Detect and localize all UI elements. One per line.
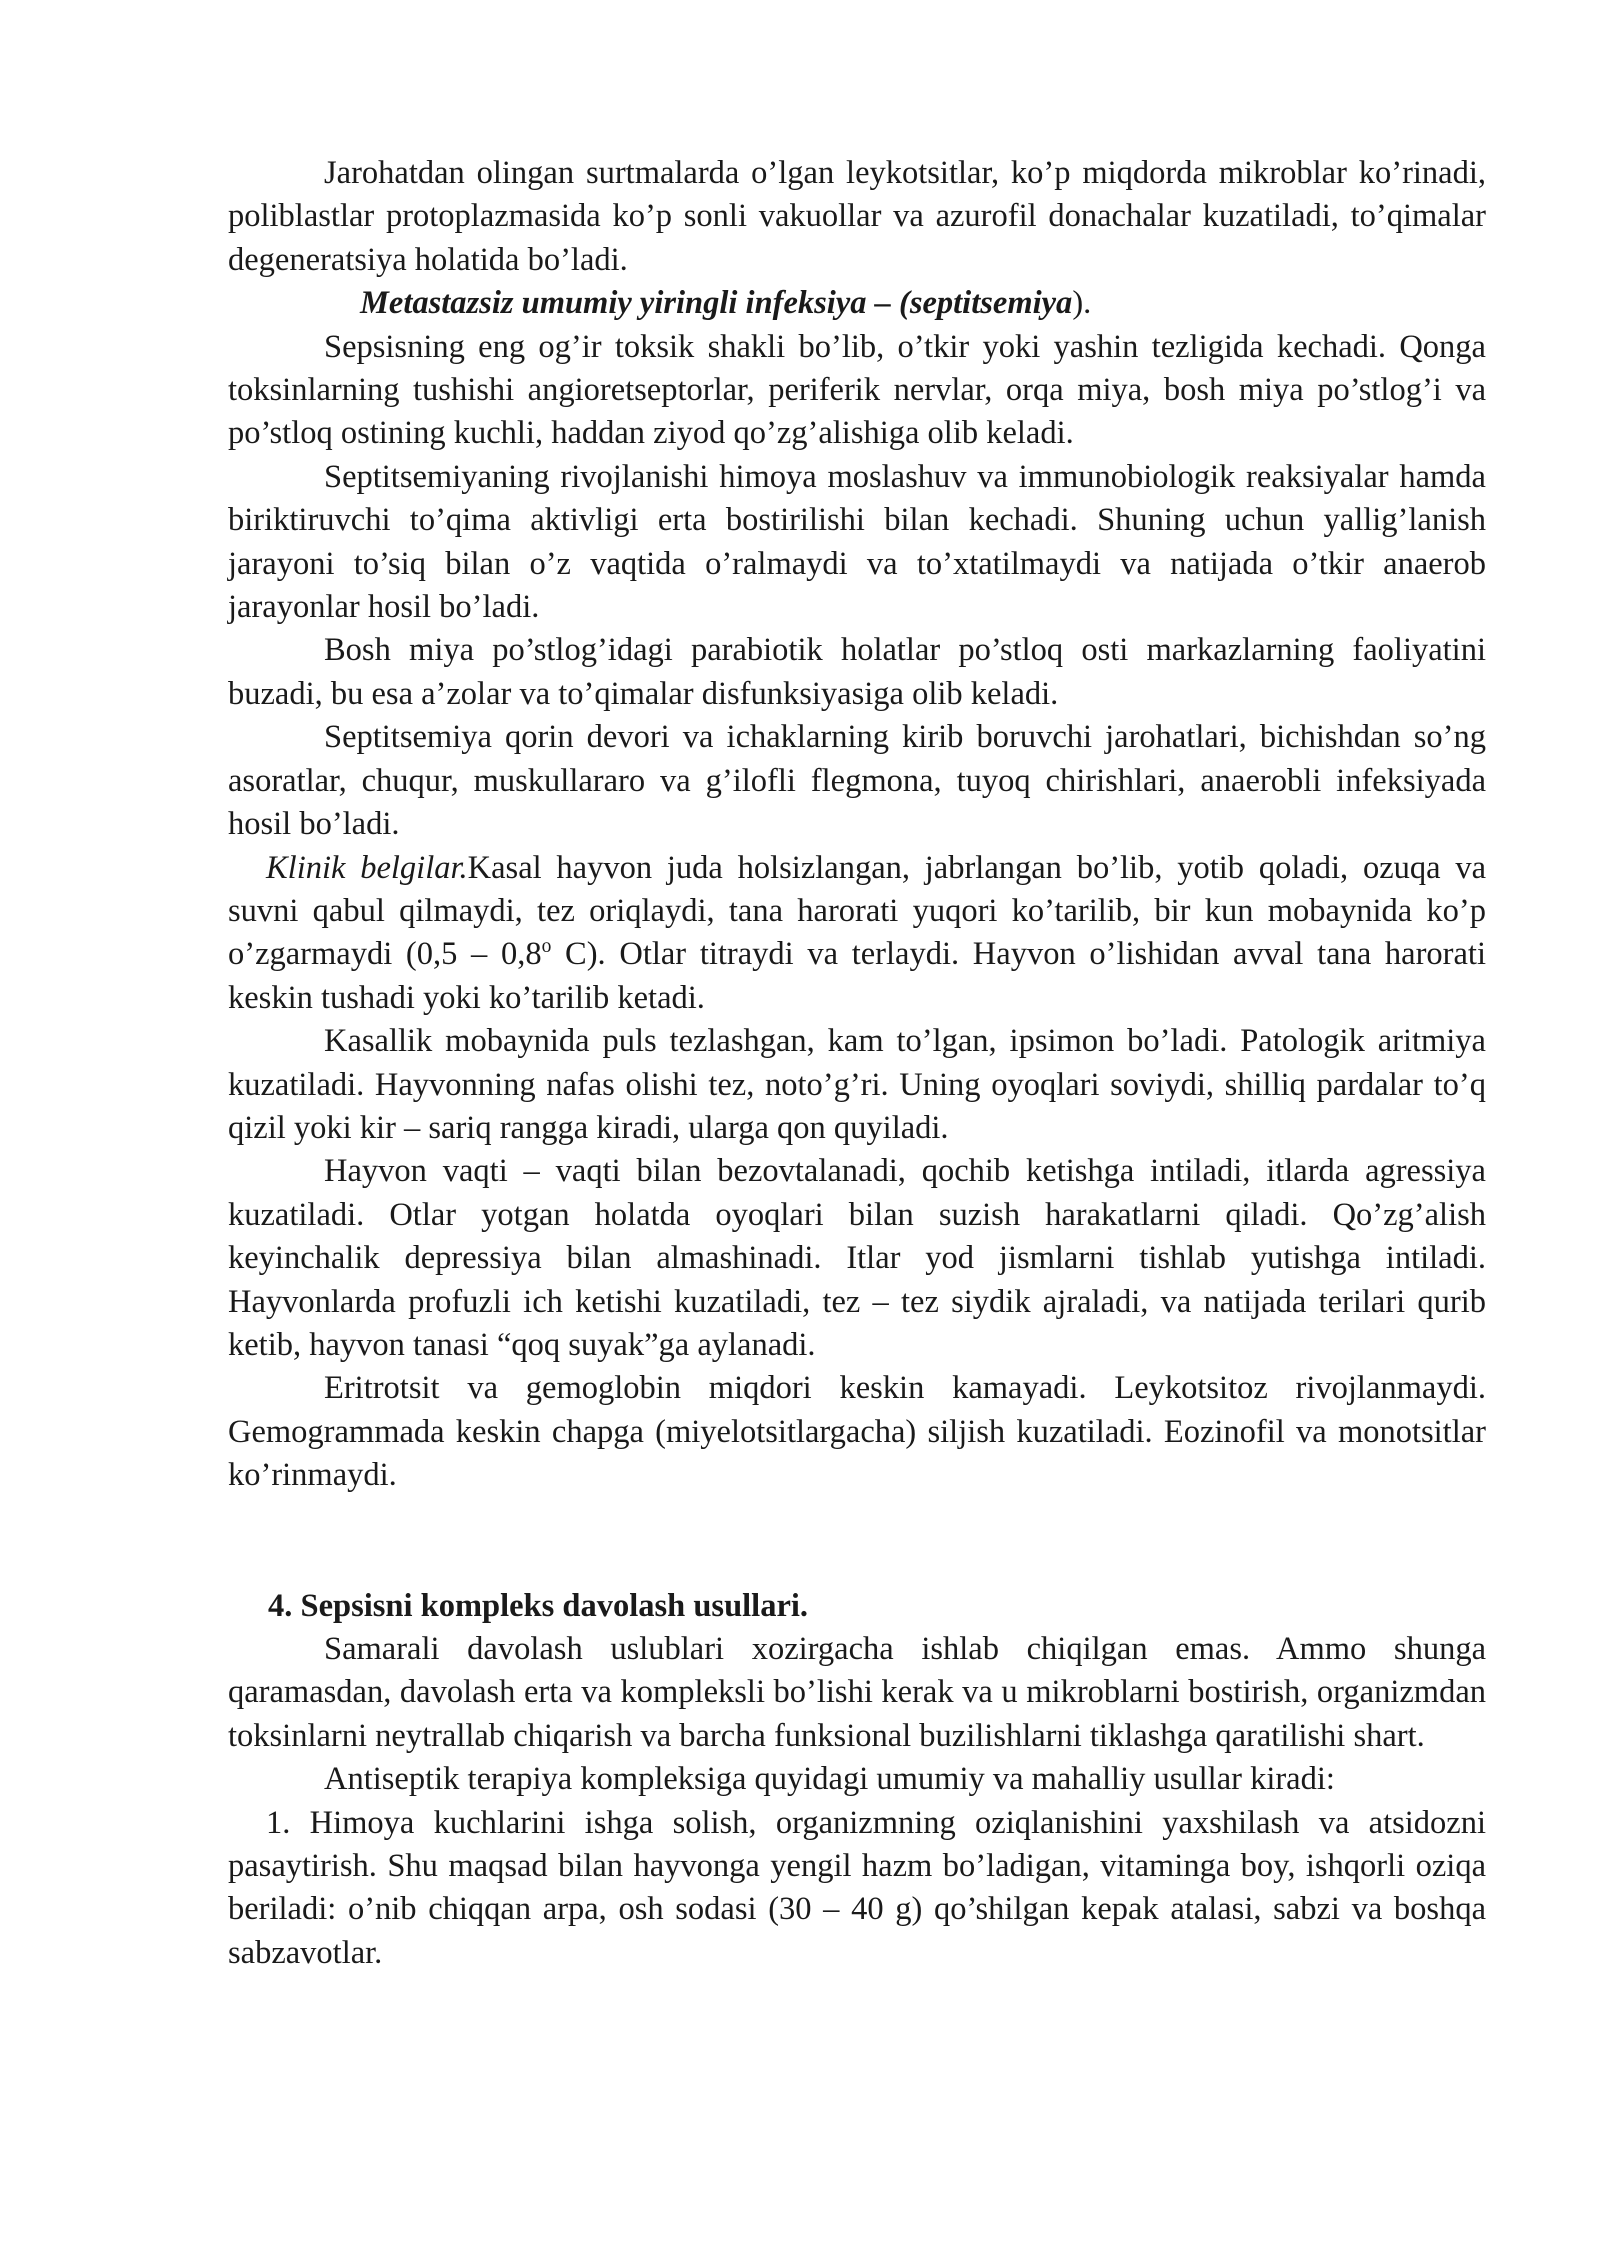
paragraph-pulse: Kasallik mobaynida puls tezlashgan, kam to’lgan, ipsimon bo’ladi. Patologik aritmiya kuzatiladi. Hayvonning nafas olishi tez, noto’g’ri. Uning oyoqlari soviydi, shilliq pardalar to’q qizil yoki kir – sariq rangga kiradi, ularga qon quyiladi. xyxy=(228,1023,1486,1146)
clinical-signs-text-b: C). Otlar titraydi va terlaydi. Hayvon o’lishidan avval tana harorati keskin tushadi yoki ko’tarilib ketadi. xyxy=(228,936,1486,1016)
subtitle-tail-text: ). xyxy=(1072,285,1092,322)
subtitle-bold-text: Metastazsiz umumiy yiringli infeksiya – (septitsemiya xyxy=(360,285,1073,322)
section-subtitle xyxy=(228,282,1486,325)
paragraph-septicemia-causes: Septitsemiya qorin devori va ichaklarning kirib boruvchi jarohatlari, bichishdan so’ng asoratlar, chuqur, muskullararo va g’ilofli flegmona, tuyoq chirishlari, anaerobli infeksiyada hosil bo’ladi. xyxy=(228,719,1486,843)
paragraph-antiseptic-therapy: Antiseptik terapiya kompleksiga quyidagi umumiy va mahalliy usullar kiradi: xyxy=(324,1761,1335,1798)
paragraph-sepsis-form: Sepsisning eng og’ir toksik shakli bo’lib, o’tkir yoki yashin tezligida kechadi. Qonga toksinlarning tushishi angioretseptorlar, periferik nervlar, orqa miya, bosh miya po’stlog’i va po’stloq ostining kuchli, haddan ziyod qo’zg’alishiga olib keladi. xyxy=(228,328,1486,452)
paragraph-septicemia-development: Septitsemiyaning rivojlanishi himoya moslashuv va immunobiologik reaksiyalar hamda biriktiruvchi to’qima aktivligi erta bostirilishi bilan kechadi. Shuning uchun yallig’lanish jarayoni to’siq bilan o’z vaqtida o’ralmaydi va to’xtatilmaydi va natijada o’tkir anaerob jarayonlar hosil bo’ladi. xyxy=(228,458,1486,626)
section-heading-treatment: 4. Sepsisni kompleks davolash usullari. xyxy=(268,1587,809,1624)
paragraph-behavior: Hayvon vaqti – vaqti bilan bezovtalanadi, qochib ketishga intiladi, itlarda agressiya kuzatiladi. Otlar yotgan holatda oyoqlari bilan suzish harakatlarni qiladi. Qo’zg’alish keyinchalik depressiya bilan almashinadi. Itlar yod jismlarni tishlab yutishga intiladi. Hayvonlarda profuzli ich ketishi kuzatiladi, tez – tez siydik ajraladi, va natijada terilari qurib ketib, hayvon tanasi “qoq suyak”ga aylanadi. xyxy=(228,1153,1486,1363)
list-item-1: 1. Himoya kuchlarini ishga solish, organizmning oziqlanishini yaxshilash va atsidozni pasaytirish. Shu maqsad bilan hayvonga yengil hazm bo’ladigan, vitaminga boy, ishqorli oziqa beriladi: o’nib chiqqan arpa, osh sodasi (30 – 40 g) qo’shilgan kepak atalasi, sabzi va boshqa sabzavotlar. xyxy=(228,1804,1486,1971)
document-page xyxy=(228,152,1486,1975)
clinical-signs-text-a: Kasal hayvon juda holsizlangan, jabrlangan bo’lib, yotib qoladi, ozuqa va suvni qabul qilmaydi, tez oriqlaydi, tana harorati yuqori ko’tarilib, bir kun mobaynida ko’p o’zgarmaydi (0,5 – 0,8 xyxy=(228,849,1487,973)
paragraph-treatment-methods: Samarali davolash uslublari xozirgacha ishlab chiqilgan emas. Ammo shunga qaramasdan, davolash erta va kompleksli bo’lishi kerak va u mikroblarni bostirish, organizmdan toksinlarni neytrallab chiqarish va barcha funksional buzilishlarni tiklashga qaratilishi shart. xyxy=(228,1631,1486,1754)
paragraph-smears: Jarohatdan olingan surtmalarda o’lgan leykotsitlar, ko’p miqdorda mikroblar ko’rinadi, poliblastlar protoplazmasida ko’p sonli vakuollar va azurofil donachalar kuzatiladi, to’qimalar degeneratsiya holatida bo’ladi. xyxy=(228,155,1486,278)
paragraph-blood: Eritrotsit va gemoglobin miqdori keskin kamayadi. Leykotsitoz rivojlanmaydi. Gemogrammada keskin chapga (miyelotsitlargacha) siljish kuzatiladi. Eozinofil va monotsitlar ko’rinmaydi. xyxy=(228,1370,1486,1494)
clinical-signs-label: Klinik belgilar. xyxy=(266,849,468,886)
degree-sign: o xyxy=(541,936,552,958)
paragraph-parabiotic: Bosh miya po’stlog’idagi parabiotik holatlar po’stloq osti markazlarning faoliyatini buzadi, bu esa a’zolar va to’qimalar disfunksiyasiga olib keladi. xyxy=(228,632,1486,712)
paragraph-clinical-signs xyxy=(228,847,1486,1021)
